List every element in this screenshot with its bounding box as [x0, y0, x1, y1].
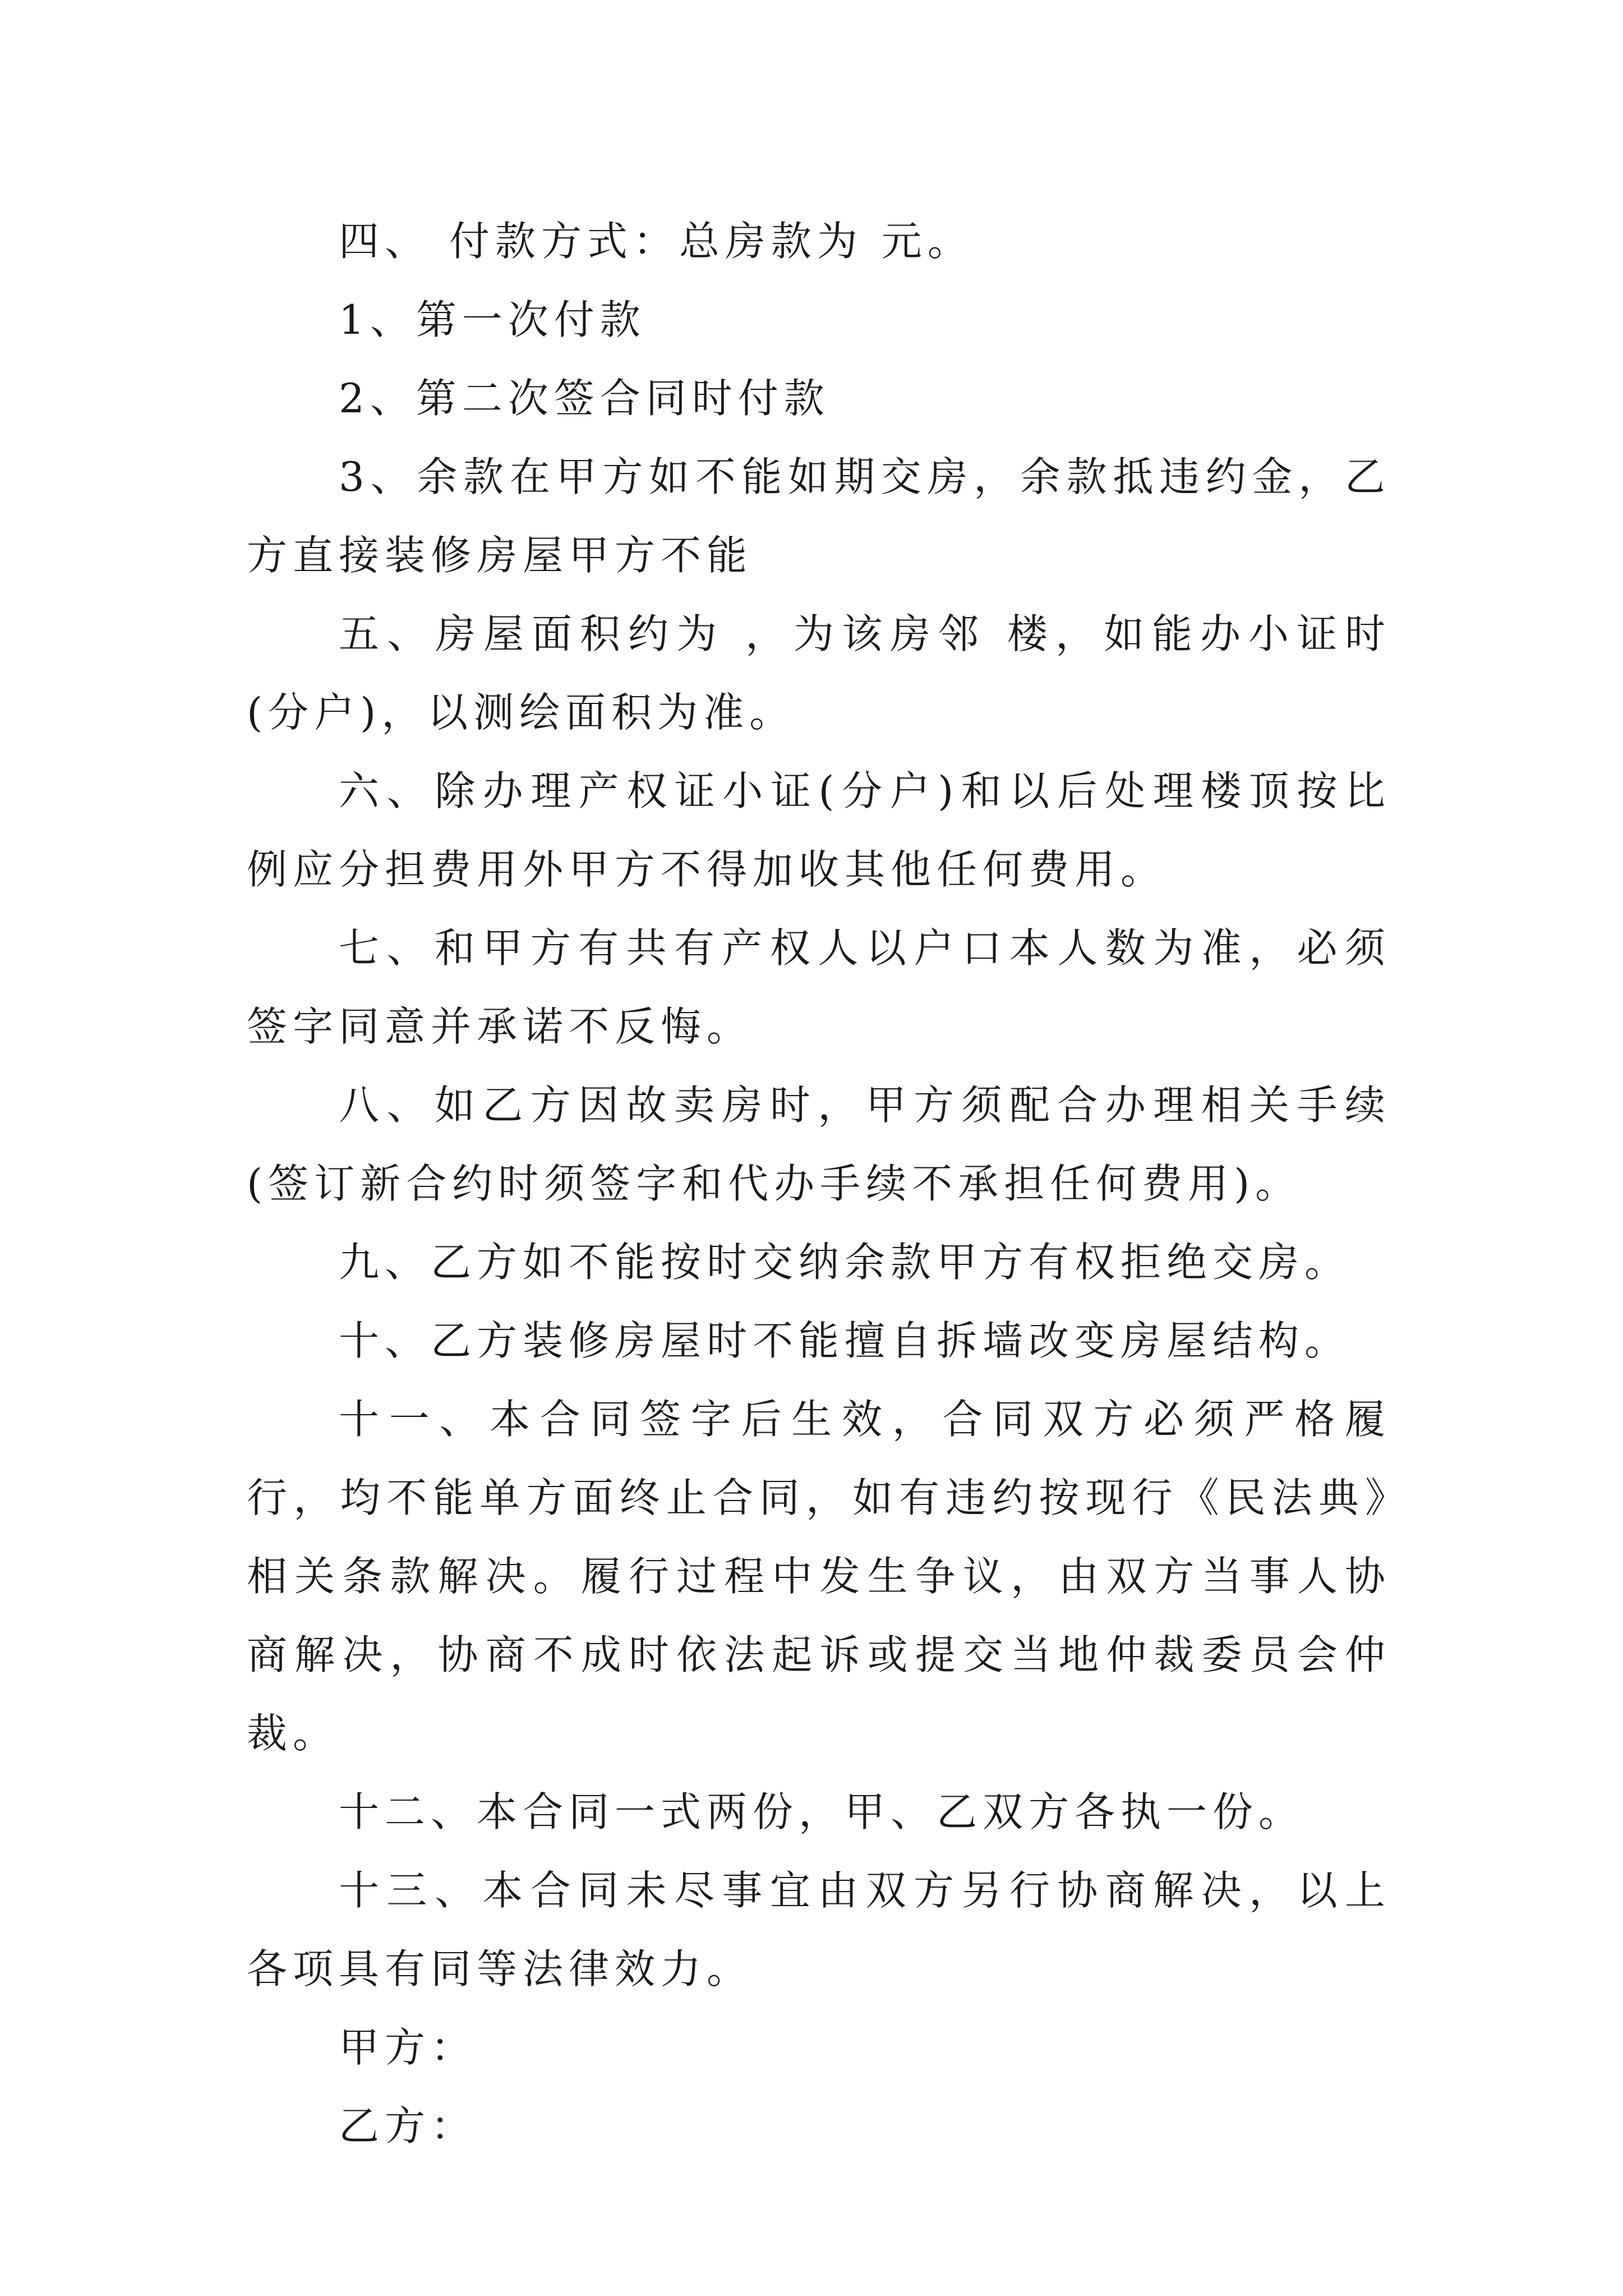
payment-item-3: 3、余款在甲方如不能如期交房，余款抵违约金，乙方直接装修房屋甲方不能 — [247, 453, 1391, 579]
clause-11-effect: 十一、本合同签字后生效，合同双方必须严格履行，均不能单方面终止合同，如有违约按现行《民法典》相关条款解决。履行过程中发生争议，由双方当事人协商解决，协商不成时依法起诉或提交当地仲裁委员会仲裁。 — [247, 1396, 1391, 1757]
clause-13-other: 十三、本合同未尽事宜由双方另行协商解决，以上各项具有同等法律效力。 — [247, 1867, 1391, 1993]
party-a-signature-line: 甲方： — [339, 2024, 477, 2071]
payment-item-1: 1、第一次付款 — [339, 296, 646, 343]
clause-8-resale: 八、如乙方因故卖房时，甲方须配合办理相关手续(签订新合约时须签字和代办手续不承担任何费用)。 — [247, 1082, 1391, 1207]
party-b-signature-line: 乙方： — [339, 2102, 477, 2150]
clause-10-renovation: 十、乙方装修房屋时不能擅自拆墙改变房屋结构。 — [339, 1317, 1351, 1364]
payment-item-2: 2、第二次签合同时付款 — [339, 375, 830, 422]
document-body — [247, 202, 1391, 2165]
clause-12-copies: 十二、本合同一式两份，甲、乙双方各执一份。 — [339, 1788, 1305, 1835]
clause-6-fees: 六、除办理产权证小证(分户)和以后处理楼顶按比例应分担费用外甲方不得加收其他任何费用。 — [247, 767, 1391, 893]
clause-9-late-payment: 九、乙方如不能按时交纳余款甲方有权拒绝交房。 — [339, 1239, 1351, 1286]
clause-5-area: 五、房屋面积约为 ，为该房邻 楼，如能办小证时(分户)，以测绘面积为准。 — [247, 610, 1391, 736]
clause-7-co-owners: 七、和甲方有共有产权人以户口本人数为准，必须签字同意并承诺不反悔。 — [247, 924, 1391, 1050]
clause-4-payment: 四、 付款方式：总房款为 元。 — [339, 218, 974, 265]
